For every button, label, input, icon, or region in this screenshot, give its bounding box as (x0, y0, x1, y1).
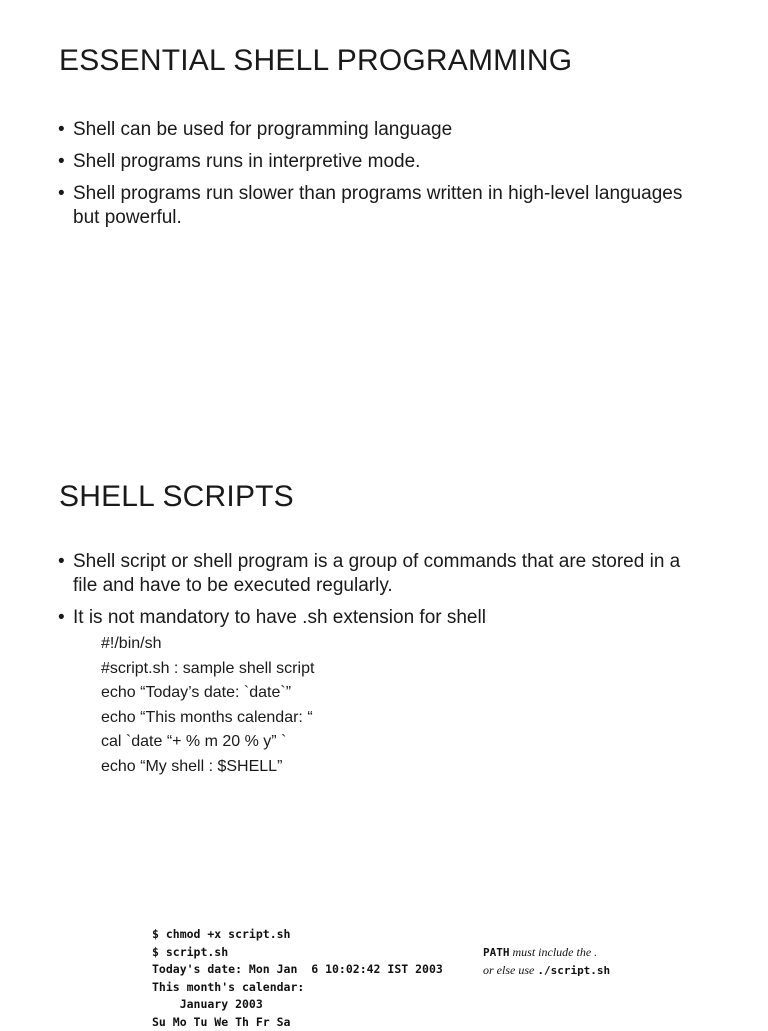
slide-title: ESSENTIAL SHELL PROGRAMMING (59, 44, 572, 78)
code-line: cal `date “+ % m 20 % y” ` (101, 730, 314, 755)
code-line: echo “This months calendar: “ (101, 706, 314, 731)
terminal-line: Su Mo Tu We Th Fr Sa (152, 1014, 632, 1031)
code-line: #!/bin/sh (101, 632, 314, 657)
bullet-item: • Shell script or shell program is a group of commands that are stored in a file and have to be executed regularly. (58, 550, 708, 598)
bullet-item: • Shell programs run slower than programs written in high-level languages but powerful. (58, 182, 708, 230)
bullet-list (58, 550, 708, 638)
terminal-line: $ script.sh (152, 944, 632, 962)
script-code-listing (101, 632, 314, 780)
note-text: or else use (483, 963, 534, 977)
margin-note (483, 944, 610, 979)
note-text: must include the . (513, 945, 598, 959)
slide-shell-scripts (0, 460, 768, 1024)
note-command: ./script.sh (537, 964, 610, 977)
note-line (483, 962, 610, 980)
bullet-dot: • (58, 606, 65, 630)
bullet-item: • Shell can be used for programming language (58, 118, 708, 142)
bullet-dot: • (58, 550, 65, 574)
bullet-list (58, 118, 708, 238)
terminal-line: $ chmod +x script.sh (152, 926, 632, 944)
bullet-item: • It is not mandatory to have .sh extension for shell (58, 606, 708, 630)
bullet-dot: • (58, 118, 65, 142)
slide-essential-shell-programming (0, 0, 768, 450)
note-path-word: PATH (483, 946, 510, 959)
code-line: #script.sh : sample shell script (101, 657, 314, 682)
terminal-line: This month's calendar: (152, 979, 632, 997)
code-line: echo “Today’s date: `date`” (101, 681, 314, 706)
bullet-item: • Shell programs runs in interpretive mode. (58, 150, 708, 174)
bullet-dot: • (58, 150, 65, 174)
bullet-dot: • (58, 182, 65, 206)
slide-title: SHELL SCRIPTS (59, 480, 294, 514)
note-line (483, 944, 610, 962)
code-line: echo “My shell : $SHELL” (101, 755, 314, 780)
terminal-line: January 2003 (152, 996, 632, 1014)
terminal-line: Today's date: Mon Jan 6 10:02:42 IST 2003 (152, 961, 632, 979)
